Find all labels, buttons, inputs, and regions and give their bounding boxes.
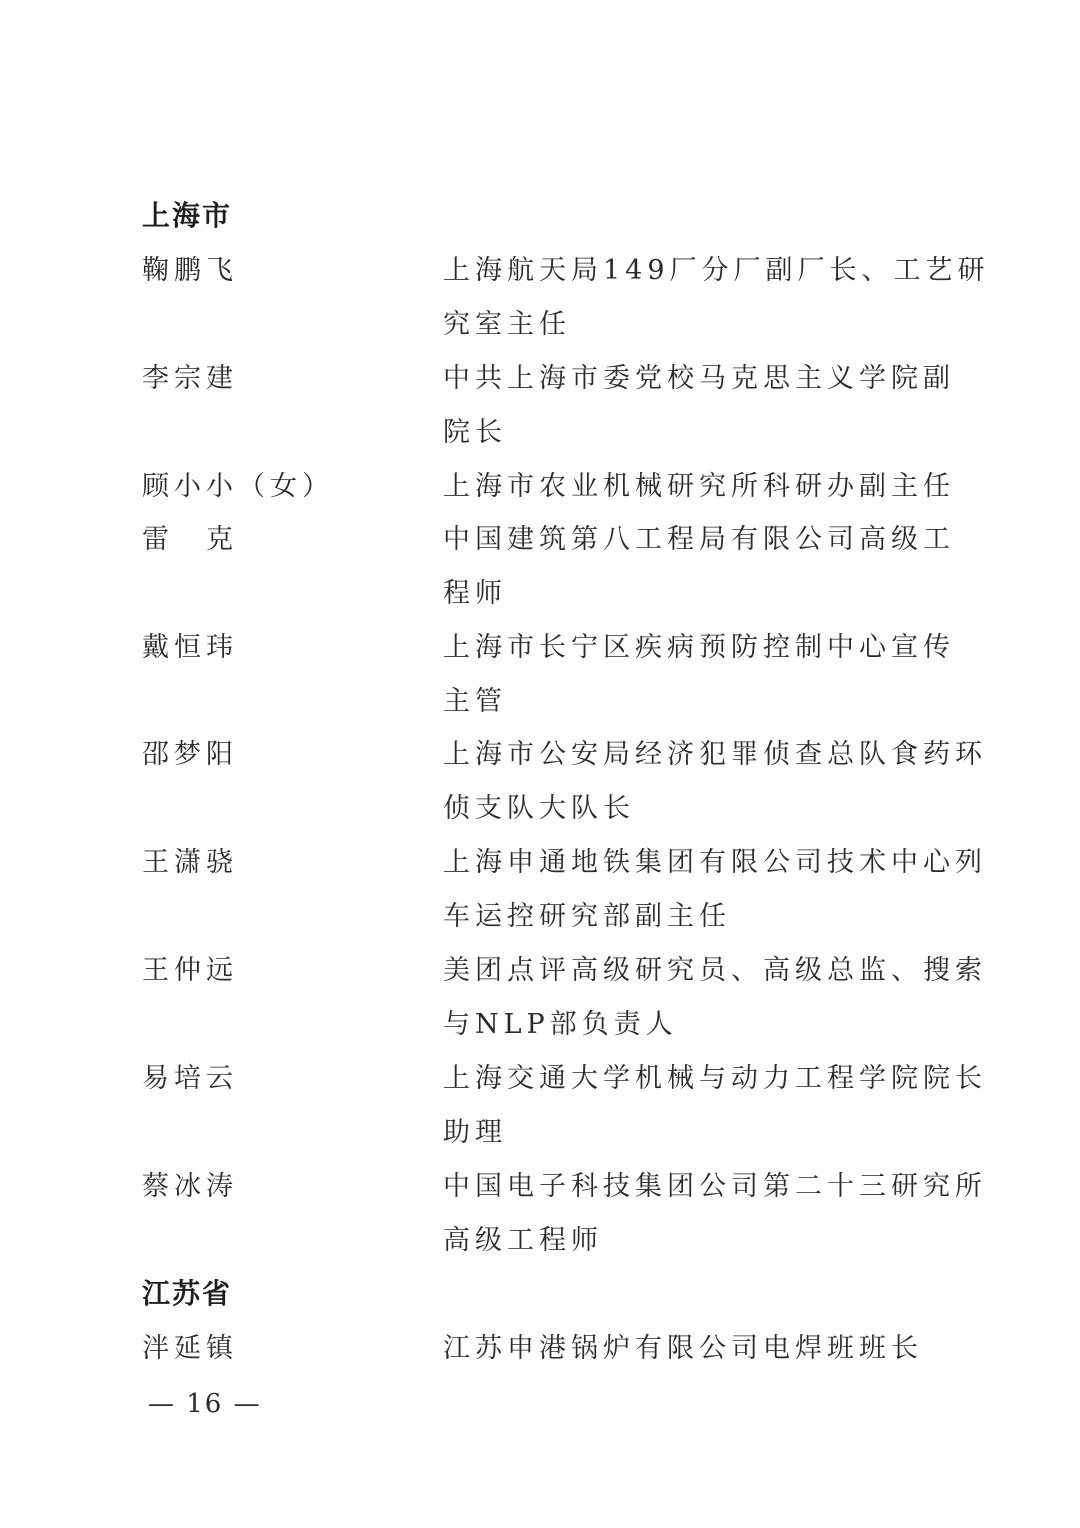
person-title xyxy=(443,845,987,953)
section-heading-shanghai: 上海市 xyxy=(142,199,233,232)
title-line: 究室主任 xyxy=(443,309,571,340)
title-line: 车运控研究部副主任 xyxy=(443,901,731,932)
page-number: — 16 — xyxy=(148,1389,262,1419)
title-line: 美团点评高级研究员、高级总监、搜索 xyxy=(443,955,987,986)
person-title xyxy=(443,1061,987,1169)
title-line: 上海申通地铁集团有限公司技术中心列 xyxy=(443,847,987,878)
person-title xyxy=(443,1169,987,1277)
title-line: 程师 xyxy=(443,578,507,609)
title-line: 高级工程师 xyxy=(443,1225,603,1256)
person-name: 泮延镇 xyxy=(142,1333,238,1364)
title-line: 中国建筑第八工程局有限公司高级工 xyxy=(443,524,955,555)
person-name: 王仲远 xyxy=(142,955,238,986)
title-line: 上海市农业机械研究所科研办副主任 xyxy=(443,471,955,502)
person-title xyxy=(443,361,955,469)
person-title xyxy=(443,469,955,523)
title-line: 上海市长宁区疾病预防控制中心宣传 xyxy=(443,632,955,663)
person-title xyxy=(443,953,987,1061)
person-name: 李宗建 xyxy=(142,363,238,394)
person-name: 邵梦阳 xyxy=(142,739,238,770)
title-line: 江苏申港锅炉有限公司电焊班班长 xyxy=(443,1333,923,1364)
title-line: 主管 xyxy=(443,686,507,717)
person-name: 蔡冰涛 xyxy=(142,1171,238,1202)
title-line: 侦支队大队长 xyxy=(443,793,635,824)
section-heading-jiangsu: 江苏省 xyxy=(142,1277,233,1310)
title-line: 中共上海市委党校马克思主义学院副 xyxy=(443,363,955,394)
person-name: 顾小小（女） xyxy=(142,471,334,502)
person-title xyxy=(443,522,955,630)
person-title xyxy=(443,253,990,361)
person-name: 易培云 xyxy=(142,1063,238,1094)
person-name: 戴恒玮 xyxy=(142,632,238,663)
title-line: 上海市公安局经济犯罪侦查总队食药环 xyxy=(443,739,987,770)
person-name: 雷 克 xyxy=(142,524,238,555)
title-line: 与NLP部负责人 xyxy=(443,1009,678,1040)
person-name: 鞠鹏飞 xyxy=(142,255,238,286)
title-line: 上海交通大学机械与动力工程学院院长 xyxy=(443,1063,987,1094)
title-line: 助理 xyxy=(443,1117,507,1148)
person-title xyxy=(443,630,955,738)
person-title xyxy=(443,737,987,845)
title-line: 上海航天局149厂分厂副厂长、工艺研 xyxy=(443,255,990,286)
title-line: 院长 xyxy=(443,417,507,448)
person-name: 王潇骁 xyxy=(142,847,238,878)
person-title xyxy=(443,1331,943,1385)
title-line: 中国电子科技集团公司第二十三研究所 xyxy=(443,1171,987,1202)
